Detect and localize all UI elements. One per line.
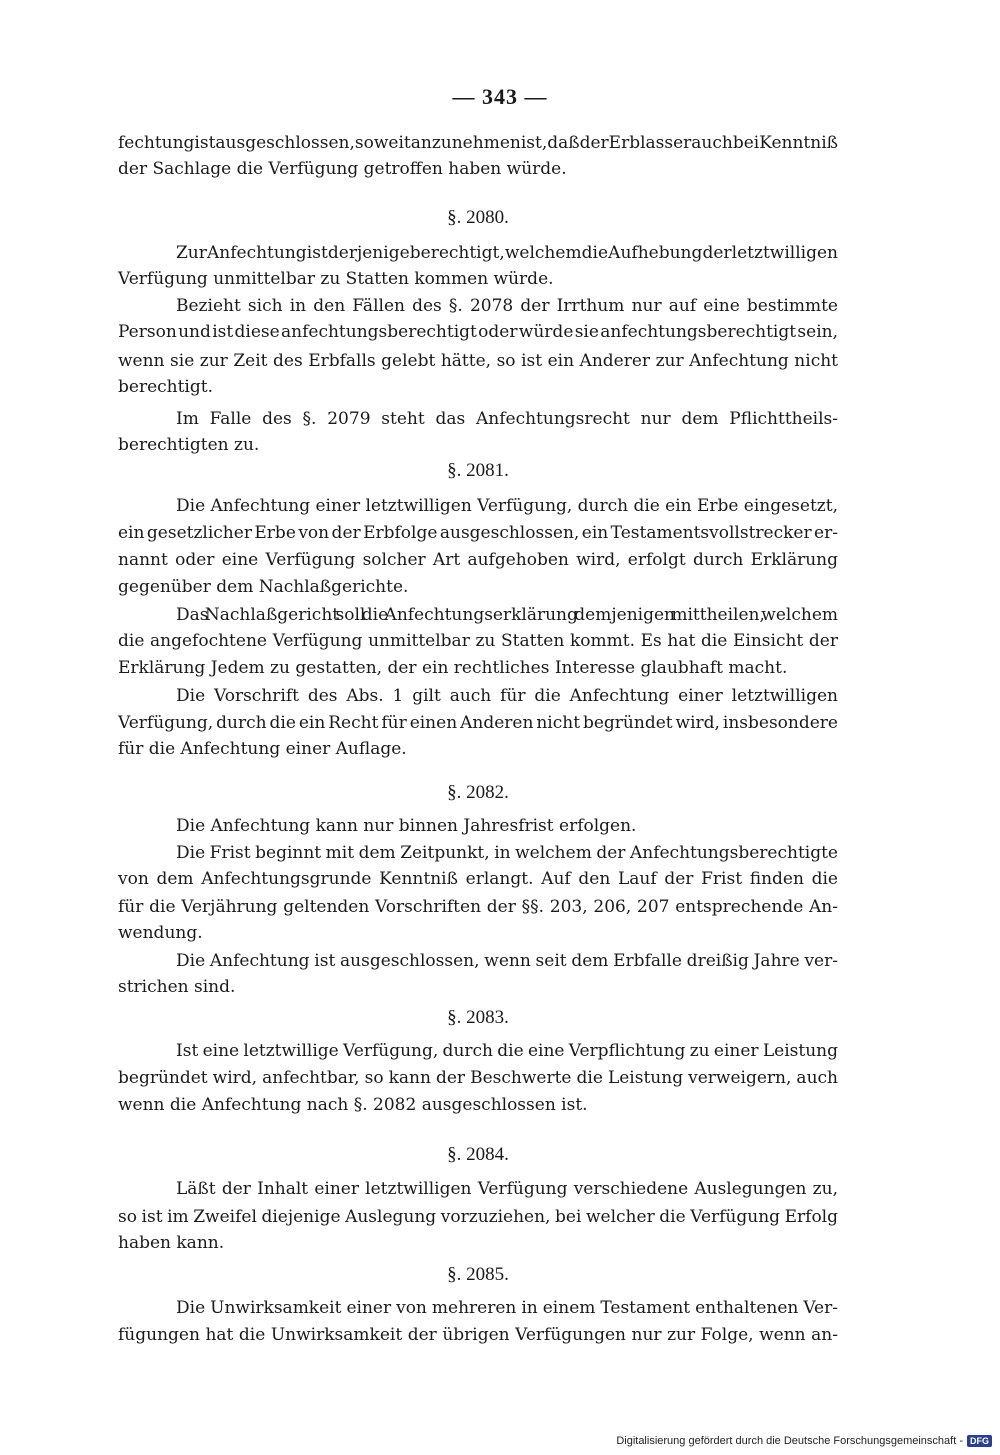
text-line: wenn die Anfechtung nach §. 2082 ausgeschlossen ist.	[118, 1095, 588, 1115]
text-line: gegenüber dem Nachlaßgerichte.	[118, 577, 409, 597]
footer-text: Digitalisierung gefördert durch die Deutsche Forschungsgemeinschaft -	[616, 1435, 963, 1447]
text-line: ein gesetzlicher Erbe von der Erbfolge ausgeschlossen, ein Testamentsvollstrecker er-	[118, 523, 838, 543]
text-line: fechtung ist ausgeschlossen, soweit anzunehmen ist, daß der Erblasser auch bei Kenntniß	[118, 133, 838, 153]
text-line: Die Anfechtung ist ausgeschlossen, wenn seit dem Erbfalle dreißig Jahre ver-	[176, 951, 838, 971]
text-line: berechtigten zu.	[118, 435, 260, 455]
text-line: Läßt der Inhalt einer letztwilligen Verfügung verschiedene Auslegungen zu,	[176, 1179, 838, 1199]
text-line: Im Falle des §. 2079 steht das Anfechtungsrecht nur dem Pflichttheils-	[176, 409, 838, 429]
text-line: Das Nachlaßgericht soll die Anfechtungserklärung demjenigen mittheilen, welchem	[176, 605, 838, 625]
text-line: strichen sind.	[118, 977, 236, 997]
text-line: berechtigt.	[118, 377, 213, 397]
text-line: Die Frist beginnt mit dem Zeitpunkt, in welchem der Anfechtungsberechtigte	[176, 843, 838, 863]
text-line: Die Anfechtung einer letztwilligen Verfügung, durch die ein Erbe eingesetzt,	[176, 496, 838, 516]
text-line: nannt oder eine Verfügung solcher Art aufgehoben wird, erfolgt durch Erklärung	[118, 550, 838, 570]
text-line: so ist im Zweifel diejenige Auslegung vorzuziehen, bei welcher die Verfügung Erfolg	[118, 1207, 838, 1227]
dfg-logo-icon: DFG	[967, 1435, 992, 1447]
section-heading: §. 2081.	[447, 460, 509, 481]
section-heading: §. 2080.	[447, 207, 509, 228]
text-line: Erklärung Jedem zu gestatten, der ein rechtliches Interesse glaubhaft macht.	[118, 658, 788, 678]
text-line: Die Unwirksamkeit einer von mehreren in einem Testament enthaltenen Ver-	[176, 1298, 838, 1318]
text-line: wendung.	[118, 923, 203, 943]
text-line: Zur Anfechtung ist derjenige berechtigt, welchem die Aufhebung der letztwilligen	[176, 243, 838, 263]
text-line: haben kann.	[118, 1233, 225, 1253]
text-line: Die Anfechtung kann nur binnen Jahresfrist erfolgen.	[176, 816, 637, 836]
text-line: wenn sie zur Zeit des Erbfalls gelebt hätte, so ist ein Anderer zur Anfechtung nicht	[118, 351, 838, 371]
text-line: Bezieht sich in den Fällen des §. 2078 der Irrthum nur auf eine bestimmte	[176, 296, 838, 316]
page-number: — 343 —	[452, 84, 548, 109]
text-line: Ist eine letztwillige Verfügung, durch die eine Verpflichtung zu einer Leistung	[176, 1041, 838, 1061]
text-line: Verfügung, durch die ein Recht für einen Anderen nicht begründet wird, insbesondere	[118, 713, 838, 733]
section-heading: §. 2085.	[447, 1264, 509, 1285]
section-heading: §. 2083.	[447, 1007, 509, 1028]
text-line: von dem Anfechtungsgrunde Kenntniß erlangt. Auf den Lauf der Frist finden die	[118, 869, 838, 889]
text-line: für die Anfechtung einer Auflage.	[118, 739, 407, 759]
text-line: Person und ist diese anfechtungsberechtigt oder würde sie anfechtungsberechtigt sein,	[118, 322, 838, 342]
text-line: Verfügung unmittelbar zu Statten kommen würde.	[118, 269, 554, 289]
text-line: der Sachlage die Verfügung getroffen haben würde.	[118, 159, 567, 179]
text-line: die angefochtene Verfügung unmittelbar zu Statten kommt. Es hat die Einsicht der	[118, 631, 838, 651]
text-line: Die Vorschrift des Abs. 1 gilt auch für die Anfechtung einer letztwilligen	[176, 686, 838, 706]
digitization-credit	[616, 1435, 992, 1447]
text-line: begründet wird, anfechtbar, so kann der Beschwerte die Leistung verweigern, auch	[118, 1068, 838, 1088]
text-line: fügungen hat die Unwirksamkeit der übrigen Verfügungen nur zur Folge, wenn an-	[118, 1325, 838, 1345]
section-heading: §. 2084.	[447, 1144, 509, 1165]
section-heading: §. 2082.	[447, 782, 509, 803]
text-line: für die Verjährung geltenden Vorschriften der §§. 203, 206, 207 entsprechende An-	[118, 897, 838, 917]
